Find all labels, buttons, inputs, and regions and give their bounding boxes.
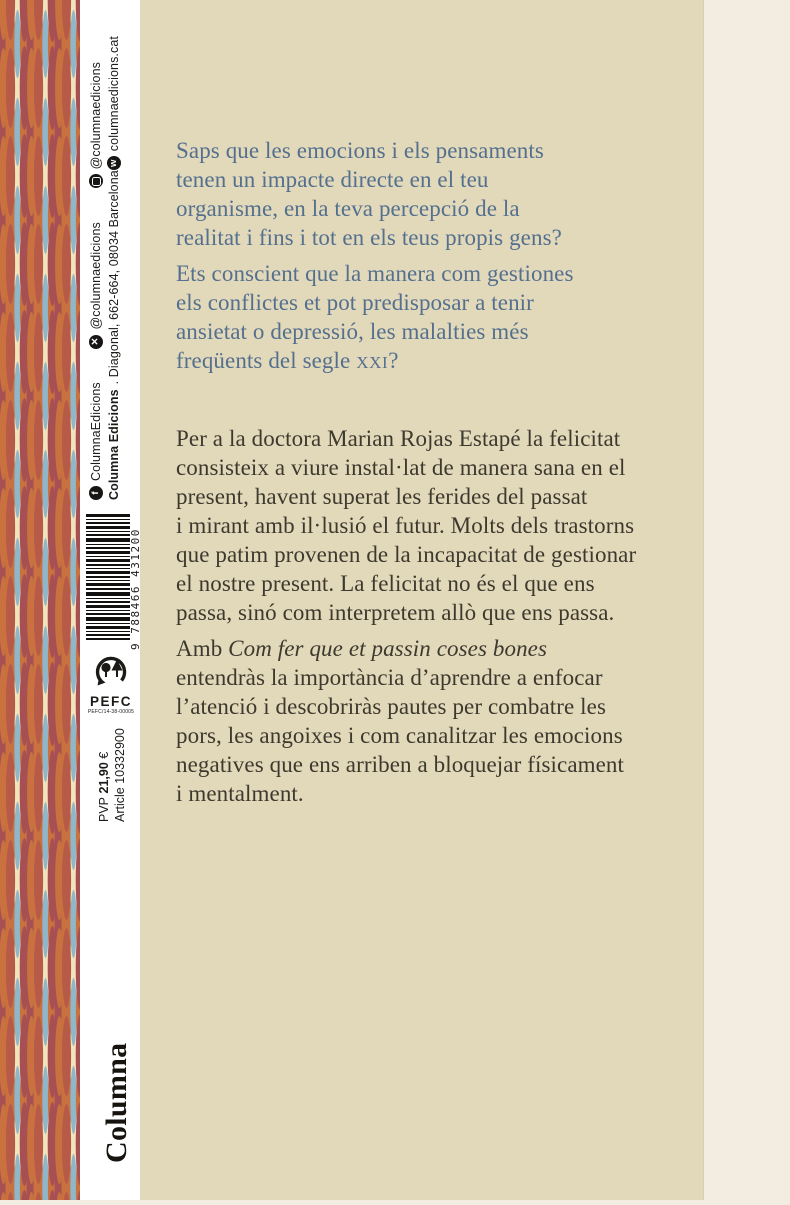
x-icon: ✕: [89, 335, 103, 349]
publisher-logo: Columna: [100, 1042, 133, 1163]
price-label: PVP: [97, 796, 111, 822]
pefc-label: PEFC: [89, 694, 132, 709]
paragraph-1: Per a la doctora Marian Rojas Estapé la felicitat consisteix a viure instal·lat de manera sana en el present, havent superat les ferides del passat i mirant amb il·lusió el futur. Molts dels trastorns que patim provenen de la incapacitat de gestionar el nostre present. La felicitat no és el que ens passa, sinó com interpretem allò que ens passa.: [176, 426, 637, 625]
facebook-icon: f: [89, 486, 103, 500]
roman-numeral: XXI: [356, 353, 389, 372]
web-icon: w: [107, 156, 121, 170]
instagram-handle: @columnaedicions: [89, 62, 103, 170]
website-group: [107, 36, 121, 170]
price-currency: €: [97, 751, 111, 759]
instagram-group: [89, 62, 103, 188]
spine-strip: [80, 0, 140, 1200]
question-2-tail-post: ?: [388, 348, 399, 373]
price-amount: 21,90: [97, 762, 111, 794]
x-handle: @columnaedicions: [89, 222, 103, 330]
facebook-handle: ColumnaEdicions: [89, 382, 103, 481]
ikat-pattern-graphic: [0, 0, 80, 1200]
paragraph-2-lines: entendràs la importància d’aprendre a enfocar l’atenció i descobriràs pautes per combatre les pors, les angoixes i com canalitzar les emocions negatives que ens arriben a bloquejar físicament i mentalment.: [176, 665, 625, 806]
x-group: [89, 222, 103, 348]
question-1: Saps que les emocions i els pensaments tenen un impacte directe en el teu organisme, en la teva percepció de la realitat i fins i tot en els teus propis gens?: [176, 138, 562, 250]
instagram-icon: [89, 174, 103, 188]
ikat-pattern-strip: [0, 0, 80, 1200]
barcode: [86, 514, 130, 640]
book-title: Com fer que et passin coses bones: [228, 636, 548, 661]
social-line: [88, 62, 104, 500]
price: [97, 736, 112, 822]
paragraph-2: [176, 634, 686, 808]
question-2: [176, 259, 686, 377]
paragraph-2-intro: Amb: [176, 636, 229, 661]
question-2-lines: Ets conscient que la manera com gestiones els conflictes et pot predisposar a tenir ansietat o depressió, les malalties més: [176, 261, 574, 344]
address-rest: . Diagonal, 662-664, 08034 Barcelona: [106, 170, 121, 385]
pefc-emblem-icon: [92, 652, 130, 688]
address-text: [107, 170, 121, 500]
pefc-cert-number: PEFC/14-38-00005: [87, 709, 135, 715]
article-number: Article 10332900: [113, 728, 127, 822]
pefc-logo: [87, 652, 135, 715]
question-2-tail-pre: freqüents del segle: [176, 348, 357, 373]
website-url: columnaedicions.cat: [106, 36, 121, 152]
isbn-number: 9 788466 431200: [129, 528, 142, 650]
publisher-name: Columna Edicions: [106, 389, 121, 500]
facebook-group: [89, 382, 103, 500]
address-line: [105, 36, 122, 500]
